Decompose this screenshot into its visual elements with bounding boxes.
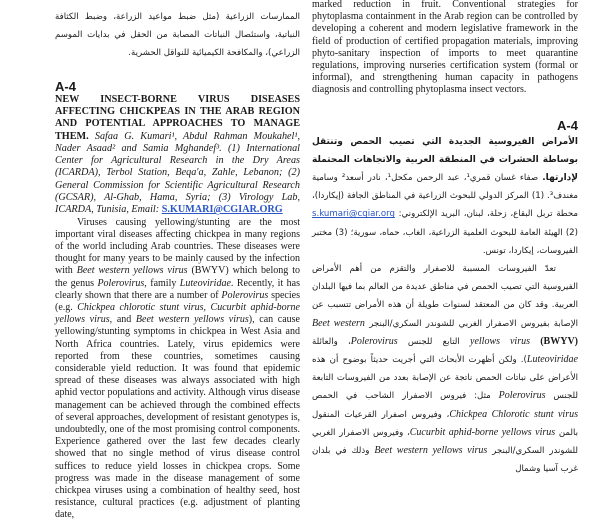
abstract-title-block (55, 94, 300, 217)
body-text: ), can cause yellowing/stunting symptoms in chickpea in West Asia and North Africa countries. Lately, virus epidemics were reported from these countries, sometimes causing considerable yield reduction. It was found that epidemic spread of these diseases was always associated with high aphid vector populations and activity. Although virus disease management can be achieved through the combined effects of several approaches, development of resistant genotypes is, undoubtedly, one of the most promising control components. Experience gathered over the last few decades clearly showed that no single method of virus disease control suffices to reduce yield losses in chickpea crops. Some progress was made in the disease management of some chickpea viruses using a combination of healthy seed, host resistance, cultural practices (e.g. adjustment of planting date, (55, 314, 300, 521)
body-text: التابع للجنس (397, 336, 471, 347)
email-link-arabic[interactable]: s.kumari@cgiar.org (312, 209, 395, 220)
body-text: تعدّ الفيروسات المسببة للاصفرار والتقزم من أهم الأمراض الفيروسية التي تصيب الحمص في مناطق عديدة من العالم بما فيها البلدان العربية. وقد كان من المعتقد لسنوات طويلة أن هذه الأمراض تتسبب عن الإصابة بفيروس الاصفرار الغربي للشوندر السكري/البنجر (312, 264, 579, 329)
virus-name: Beet western yellows virus (76, 265, 188, 277)
body-text: , family (144, 277, 180, 289)
arabic-title: الأمراض الفيروسية الجديدة التي تصيب الحمص وتنتقل بوساطة الحشرات في المنطقة العربية والاتجاهات المحتملة لإدارتها. (312, 136, 578, 184)
virus-name: Cucurbit aphid-borne yellows virus (409, 426, 556, 438)
genus-name: Polerovirus (498, 390, 546, 402)
body-text: and (112, 314, 136, 326)
arabic-continuation-text: الممارسات الزراعية (مثل ضبط مواعيد الزراعة، وضبط الكثافة النباتية، واستئصال النباتات المصابة من الحقل في بدايات الموسم الزراعي)، والمكافحة الكيميائية للنواقل الحشرية. (55, 12, 300, 59)
left-column (55, 0, 300, 522)
body-text: ). ولكن أظهرت الأبحاث التي أجريت حديثاً بوضوح أن هذه الأعراض على نباتات الحمص ناتجة عن الإصابة بعدد من الفيروسات التابعة للجنس (312, 355, 578, 402)
virus-name: Beet western yellows virus (312, 317, 530, 347)
virus-name: Beet western yellows virus (374, 445, 488, 457)
body-text: species (e.g. (55, 289, 300, 313)
species-list: Chickpea chlorotic stunt virus, Cucurbit aphid-borne yellows virus, (55, 302, 300, 326)
authors-affiliations: Safaa G. Kumari¹, Abdul Rahman Moukahel¹, Nader Asaad² and Samia Mghandef³. (1) International Center for Agricultural Research in the Dry Areas (ICARDA), Terbol Station, Beqa'a, Zahle, Lebanon; (2) General Commission for Scientific Agricultural Research (GCSAR), Al-Ghab, Hama, Syria; (3) Virology Lab, ICARDA, Tunisia, Email: (55, 130, 300, 216)
body-text: ، والعائلة (312, 336, 351, 347)
abstract-id: A-4 (55, 78, 76, 94)
english-continuation-text: marked reduction in fruit. Conventional strategies for phytoplasma containment in the Arab region can be controlled by developing a coherent and modern legislative framework in the field of production of certified propagation materials, improving phyto-sanitary inspection of imports to meet quarantine regulations, improving nurseries certification system (formal or informal), and strengthening human capacity in pathogens diagnosis and controlling phytoplasma insect vectors. (312, 0, 578, 96)
arabic-authors: صفاء غسان قمري¹، عبد الرحمن مكحل¹، نادر أسعد² وسامية مغندف³. (1) المركز الدولي للبحوث الزراعية في المناطق الجافة (إيكاردا)، محطة تربل البقاع، زحلة، لبنان، البريد الإلكتروني: (312, 173, 579, 220)
body-text: ، وفيروس الاصفرار الغربي للشوندر السكري/البنجر (312, 427, 578, 457)
body-text: . Recently, it has clearly shown that there are a number of (55, 277, 301, 301)
arabic-abstract-body (312, 260, 578, 478)
email-link[interactable]: S.KUMARI@CGIAR.ORG (161, 204, 283, 216)
virus-name: Beet western yellows virus (135, 314, 249, 326)
body-text: (BWYV) which belong to the genus (55, 265, 300, 289)
family-name: Luteoviridae (179, 277, 231, 289)
genus-name: Polerovirus (97, 277, 145, 289)
abstract-id-arabic: A-4 (557, 117, 578, 133)
family-name: Luteoviridae (526, 354, 578, 366)
genus-name: Polerovirus (350, 335, 398, 347)
abstract-title: NEW INSECT-BORNE VIRUS DISEASES AFFECTING CHICKPEAS IN THE ARAB REGION AND POTENTIAL APPROACHES TO MANAGE THEM. (55, 93, 300, 142)
virus-name: Chickpea Chlorotic stunt virus (449, 408, 578, 420)
abstract-body (55, 217, 300, 522)
genus-name: Polerovirus (221, 289, 269, 301)
arabic-title-block (312, 133, 578, 260)
virus-abbrev: (BWYV) (540, 335, 578, 347)
arabic-affiliations: (2) الهيئة العامة للبحوث العلمية الزراعية، الغاب، حماه، سورية؛ (3) مختبر الفيروسات، إيكاردا، تونس. (312, 227, 579, 256)
body-text: ، وفيروس اصفرار القرعيات المنقول بالمن (312, 409, 578, 438)
body-text: Viruses causing yellowing/stunting are the most important viral diseases affecting chickpea in many regions of the world including Arab countries. These diseases were thought for many years to be mainly caused by the infection with (55, 216, 300, 277)
body-text: مثل: فيروس الاصفرار الشاحب في الحمص (312, 391, 499, 402)
right-column (312, 0, 578, 478)
body-text: وذلك في بلدان غرب آسيا وشمال (312, 446, 578, 475)
